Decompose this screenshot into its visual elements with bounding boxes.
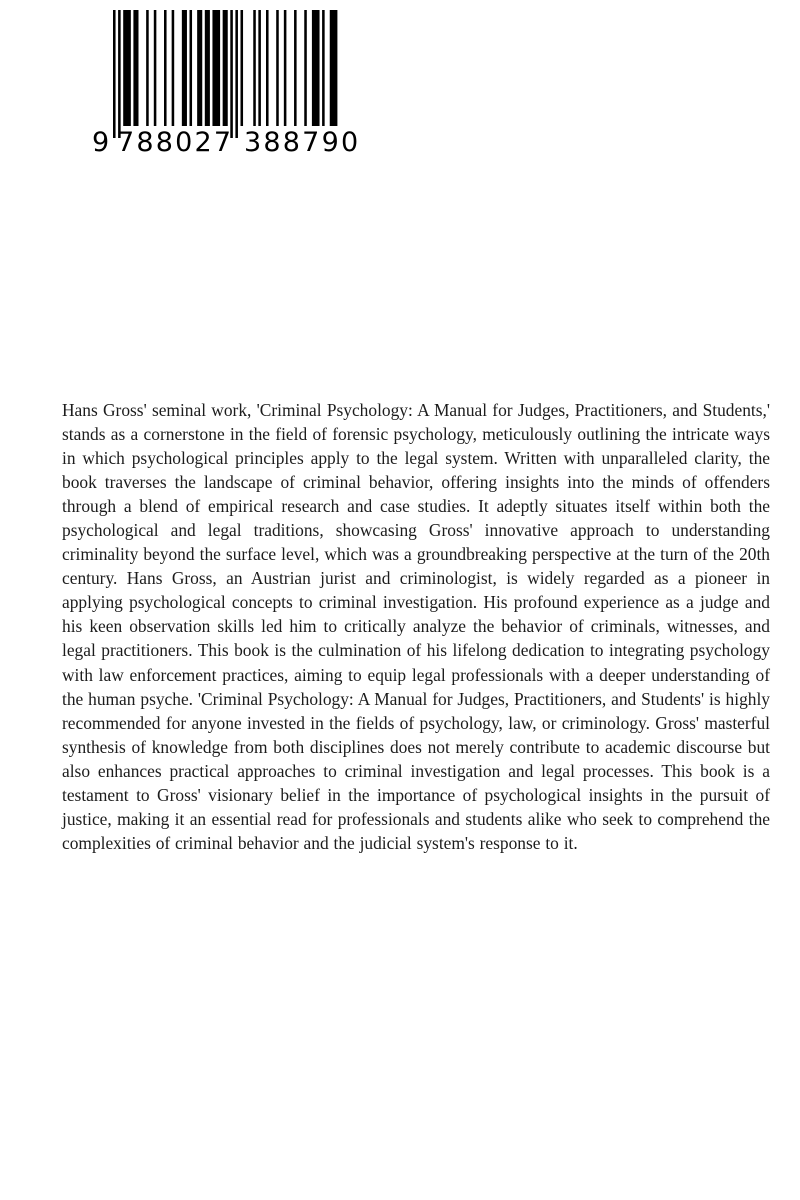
barcode-bar	[154, 10, 157, 126]
barcode-bar	[330, 10, 338, 126]
barcode-bar	[190, 10, 193, 126]
barcode-bar	[241, 10, 244, 126]
barcode-bar	[266, 10, 269, 126]
barcode-bar	[258, 10, 261, 126]
barcode-bar	[205, 10, 210, 126]
barcode-bar	[123, 10, 131, 126]
barcode-bar	[276, 10, 279, 126]
barcode-bar	[118, 10, 121, 138]
barcode-bar	[223, 10, 228, 126]
barcode-bar	[322, 10, 325, 126]
barcode-bar	[133, 10, 138, 126]
barcode-bar	[284, 10, 287, 126]
isbn-number	[90, 126, 361, 160]
barcode-bar	[304, 10, 307, 126]
isbn-first-digit: 9	[92, 127, 112, 158]
barcode-bar	[212, 10, 220, 126]
barcode-bar	[230, 10, 233, 138]
barcode-bar	[146, 10, 149, 126]
barcode-bar	[164, 10, 167, 126]
isbn-barcode	[90, 10, 361, 160]
barcode-bar	[113, 10, 116, 138]
isbn-remaining-digits: 788027 388790	[117, 127, 361, 158]
barcode-bar	[235, 10, 238, 138]
barcode-bar	[253, 10, 256, 126]
barcode-bar	[312, 10, 320, 126]
barcode-bar	[182, 10, 187, 126]
barcode-bar	[294, 10, 297, 126]
barcode-bar	[172, 10, 175, 126]
barcode-bar	[197, 10, 202, 126]
book-description: Hans Gross' seminal work, 'Criminal Psychology: A Manual for Judges, Practitioners, and Students,' stands as a cornerstone in the field of forensic psychology, meticulously outlining the intricate ways in which psychological principles apply to the legal system. Written with unparalleled clarity, the book traverses the landscape of criminal behavior, offering insights into the minds of offenders through a blend of empirical research and case studies. It adeptly situates itself within both the psychological and legal traditions, showcasing Gross' innovative approach to understanding criminality beyond the surface level, which was a groundbreaking perspective at the turn of the 20th century. Hans Gross, an Austrian jurist and criminologist, is widely regarded as a pioneer in applying psychological concepts to criminal investigation. His profound experience as a judge and his keen observation skills led him to critically analyze the behavior of criminals, witnesses, and legal practitioners. This book is the culmination of his lifelong dedication to integrating psychology with law enforcement practices, aiming to equip legal professionals with a deeper understanding of the human psyche. 'Criminal Psychology: A Manual for Judges, Practitioners, and Students' is highly recommended for anyone invested in the fields of psychology, law, or criminology. Gross' masterful synthesis of knowledge from both disciplines does not merely contribute to academic discourse but also enhances practical approaches to criminal investigation and legal processes. This book is a testament to Gross' visionary belief in the importance of psychological insights in the pursuit of justice, making it an essential read for professionals and students alike who seek to comprehend the complexities of criminal behavior and the judicial system's response to it.	[62, 400, 770, 853]
